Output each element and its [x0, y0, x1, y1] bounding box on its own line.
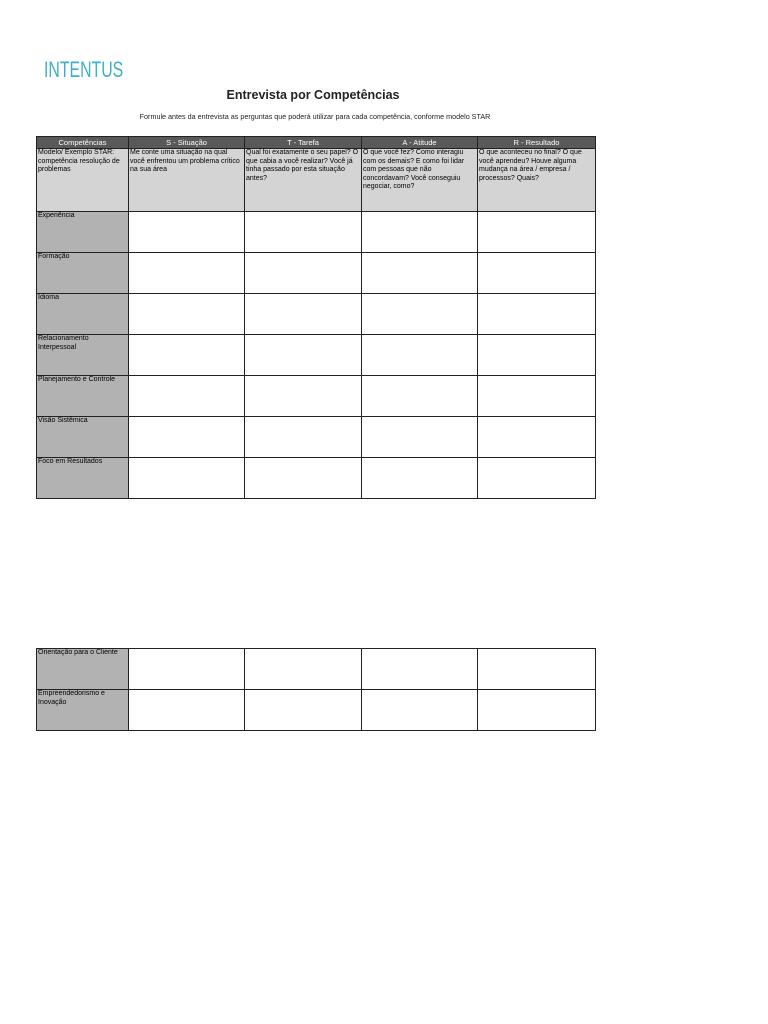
answer-cell[interactable] — [245, 294, 362, 335]
header-situacao: S - Situação — [129, 137, 245, 149]
table-row — [37, 690, 596, 731]
answer-cell[interactable] — [362, 253, 478, 294]
answer-cell[interactable] — [362, 212, 478, 253]
table-row — [37, 335, 596, 376]
competency-label: Foco em Resultados — [37, 458, 129, 499]
answer-cell[interactable] — [129, 212, 245, 253]
answer-cell[interactable] — [478, 690, 596, 731]
example-row — [37, 149, 596, 212]
answer-cell[interactable] — [362, 690, 478, 731]
competency-label: Visão Sistêmica — [37, 417, 129, 458]
answer-cell[interactable] — [129, 458, 245, 499]
table-row — [37, 294, 596, 335]
answer-cell[interactable] — [478, 294, 596, 335]
competency-label: Idioma — [37, 294, 129, 335]
answer-cell[interactable] — [129, 294, 245, 335]
answer-cell[interactable] — [478, 417, 596, 458]
table-row — [37, 649, 596, 690]
competency-label: Relacionamento Interpessoal — [37, 335, 129, 376]
competency-label: Orientação para o Cliente — [37, 649, 129, 690]
answer-cell[interactable] — [245, 335, 362, 376]
table-row — [37, 458, 596, 499]
answer-cell[interactable] — [478, 212, 596, 253]
answer-cell[interactable] — [129, 335, 245, 376]
answer-cell[interactable] — [245, 212, 362, 253]
competency-label: Planejamento e Controle — [37, 376, 129, 417]
answer-cell[interactable] — [362, 458, 478, 499]
example-tarefa: Qual foi exatamente o seu papel? O que cabia a você realizar? Você já tinha passado por esta situação antes? — [245, 149, 362, 212]
table-row — [37, 376, 596, 417]
header-tarefa: T - Tarefa — [245, 137, 362, 149]
answer-cell[interactable] — [362, 294, 478, 335]
table-header-row — [37, 137, 596, 149]
competency-table — [36, 136, 596, 499]
table-row — [37, 417, 596, 458]
intentus-logo: INTENTUS — [44, 57, 124, 82]
competency-label: Experiência — [37, 212, 129, 253]
answer-cell[interactable] — [362, 649, 478, 690]
answer-cell[interactable] — [478, 253, 596, 294]
answer-cell[interactable] — [129, 253, 245, 294]
example-situacao: Me conte uma situação na qual você enfrentou um problema crítico na sua área — [129, 149, 245, 212]
answer-cell[interactable] — [129, 690, 245, 731]
answer-cell[interactable] — [478, 335, 596, 376]
answer-cell[interactable] — [362, 417, 478, 458]
answer-cell[interactable] — [362, 376, 478, 417]
answer-cell[interactable] — [245, 649, 362, 690]
answer-cell[interactable] — [478, 458, 596, 499]
example-competencia: Modelo/ Exemplo STAR: competência resolução de problemas — [37, 149, 129, 212]
page-title: Entrevista por Competências — [226, 88, 400, 102]
header-atitude: A - Atitude — [362, 137, 478, 149]
answer-cell[interactable] — [245, 690, 362, 731]
example-resultado: O que aconteceu no final? O que você aprendeu? Houve alguma mudança na área / empresa / processos? Quais? — [478, 149, 596, 212]
answer-cell[interactable] — [245, 376, 362, 417]
answer-cell[interactable] — [129, 417, 245, 458]
header-competencias: Competências — [37, 137, 129, 149]
answer-cell[interactable] — [478, 376, 596, 417]
answer-cell[interactable] — [129, 649, 245, 690]
table-row — [37, 212, 596, 253]
answer-cell[interactable] — [362, 335, 478, 376]
answer-cell[interactable] — [245, 253, 362, 294]
competency-table-continued — [36, 648, 596, 731]
answer-cell[interactable] — [129, 376, 245, 417]
table-row — [37, 253, 596, 294]
example-atitude: O que você fez? Como interagiu com os demais? E como foi lidar com pessoas que não concordavam? Você conseguiu negociar, como? — [362, 149, 478, 212]
competency-label: Formação — [37, 253, 129, 294]
competency-label: Empreendedorismo e Inovação — [37, 690, 129, 731]
header-resultado: R - Resultado — [478, 137, 596, 149]
answer-cell[interactable] — [245, 458, 362, 499]
answer-cell[interactable] — [478, 649, 596, 690]
page-subtitle: Formule antes da entrevista as perguntas que poderá utilizar para cada competência, conforme modelo STAR — [139, 112, 491, 121]
answer-cell[interactable] — [245, 417, 362, 458]
